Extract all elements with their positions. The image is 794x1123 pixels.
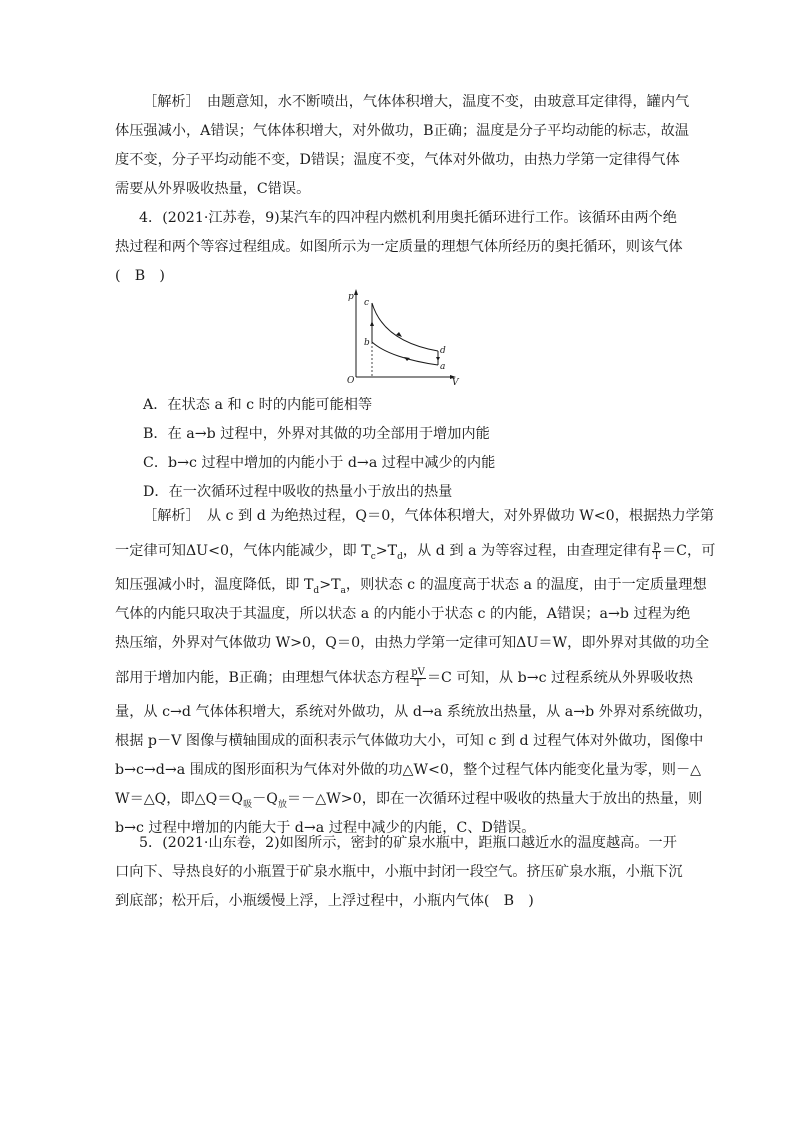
fraction-p-over-T: $\frac{p}{T}$ bbox=[653, 539, 660, 562]
arrow-b-c-icon bbox=[370, 321, 374, 326]
label-a: a bbox=[440, 362, 446, 372]
text-line: 度不变，分子平均动能不变，D错误；温度不变，气体对外做功，由热力学第一定律得气体 bbox=[115, 152, 680, 168]
text-line: b→c→d→a 围成的图形面积为气体对外做的功△W<0，整个过程气体内能变化量为零，则－△ bbox=[115, 762, 702, 778]
text-line: b→c 过程中增加的内能大于 d→a 过程中减少的内能，C、D错误。 bbox=[115, 820, 536, 836]
otto-cycle-pv-graph bbox=[344, 285, 464, 385]
question-4 bbox=[115, 204, 683, 291]
arrow-d-a-icon bbox=[436, 357, 440, 361]
label-c: c bbox=[364, 298, 370, 308]
text-line: 知压强减小时，温度降低，即 $T_d>T_a$，则状态 c 的温度高于状态 a 的温度，由于一定质量理想 bbox=[115, 577, 707, 596]
ab-adiabat bbox=[372, 342, 438, 365]
text-line: 一定律可知ΔU<0，气体内能减少，即 $T_c>T_d$，从 d 到 a 为等容过程，由查理定律有 $\frac{p}{T}$ ＝C，可 bbox=[115, 539, 716, 562]
option-b: B．在 a→b 过程中，外界对其做的功全部用于增加内能 bbox=[143, 426, 490, 442]
text-line: 部用于增加内能，B正确；由理想气体状态方程 $\frac{pV}{T}$ ＝C 可知，从 b→c 过程系统从外界吸收热 bbox=[115, 666, 693, 689]
text-line: 需要从外界吸收热量，C错误。 bbox=[115, 181, 311, 197]
option-d: D．在一次循环过程中吸收的热量小于放出的热量 bbox=[143, 484, 453, 500]
answer-bracket: ( B ) bbox=[115, 268, 165, 284]
question-5 bbox=[115, 829, 683, 916]
option-a: A．在状态 a 和 c 时的内能可能相等 bbox=[143, 397, 373, 413]
text-line: 根据 p－V 图像与横轴围成的面积表示气体做功大小，可知 c 到 d 过程气体对外做功，图像中 bbox=[115, 733, 704, 749]
question-4-options bbox=[143, 391, 663, 507]
text-line: 体压强减小，A错误；气体体积增大，对外做功，B正确；温度是分子平均动能的标志，故温 bbox=[115, 123, 689, 139]
p-axis-arrow-icon bbox=[354, 289, 358, 295]
label-V: V bbox=[452, 378, 459, 385]
text-line: W＝△Q，即$\triangle Q=Q_吸-Q_放=-\triangle W>0$，即在一次循环过程中吸收的热量大于放出的热量，则 bbox=[115, 791, 703, 810]
text-line: 热压缩，外界对气体做功 W>0，Q＝0，由热力学第一定律可知ΔU＝W，即外界对其做的功全 bbox=[115, 635, 710, 651]
label-p: p bbox=[348, 292, 354, 302]
label-d: d bbox=[440, 346, 446, 356]
text-line: 气体的内能只取决于其温度，所以状态 a 的内能小于状态 c 的内能，A错误；a→b 过程为绝 bbox=[115, 606, 691, 622]
label-O: O bbox=[347, 376, 355, 385]
cd-adiabat bbox=[372, 303, 438, 351]
question-text-line: 4．(2021·江苏卷，9)某汽车的四冲程内燃机利用奥托循环进行工作。该循环由两个绝 bbox=[139, 210, 677, 226]
question-text-line: 口向下、导热良好的小瓶置于矿泉水瓶中，小瓶中封闭一段空气。挤压矿泉水瓶，小瓶下沉 bbox=[115, 864, 683, 880]
option-c: C．b→c 过程中增加的内能小于 d→a 过程中减少的内能 bbox=[143, 455, 496, 471]
fraction-pV-over-T: $\frac{pV}{T}$ bbox=[411, 666, 425, 689]
question-text-line: 5．(2021·山东卷，2)如图所示，密封的矿泉水瓶中，距瓶口越近水的温度越高。一开 bbox=[139, 835, 677, 851]
text-line: ［解析］ 从 c 到 d 为绝热过程，Q＝0，气体体积增大，对外界做功 W<0，根据热力学第 bbox=[143, 508, 715, 524]
question-text-line: 到底部；松开后，小瓶缓慢上浮，上浮过程中，小瓶内气体( B ) bbox=[115, 893, 534, 909]
text-line: ［解析］ 由题意知，水不断喷出，气体体积增大，温度不变，由玻意耳定律得，罐内气 bbox=[143, 94, 690, 110]
question-text-line: 热过程和两个等容过程组成。如图所示为一定质量的理想气体所经历的奥托循环，则该气体 bbox=[115, 239, 683, 255]
analysis-3 bbox=[115, 88, 690, 204]
text-line: 量，从 c→d 气体体积增大，系统对外做功，从 d→a 系统放出热量，从 a→b 外界对系统做功， bbox=[115, 704, 713, 720]
label-b: b bbox=[364, 338, 370, 348]
